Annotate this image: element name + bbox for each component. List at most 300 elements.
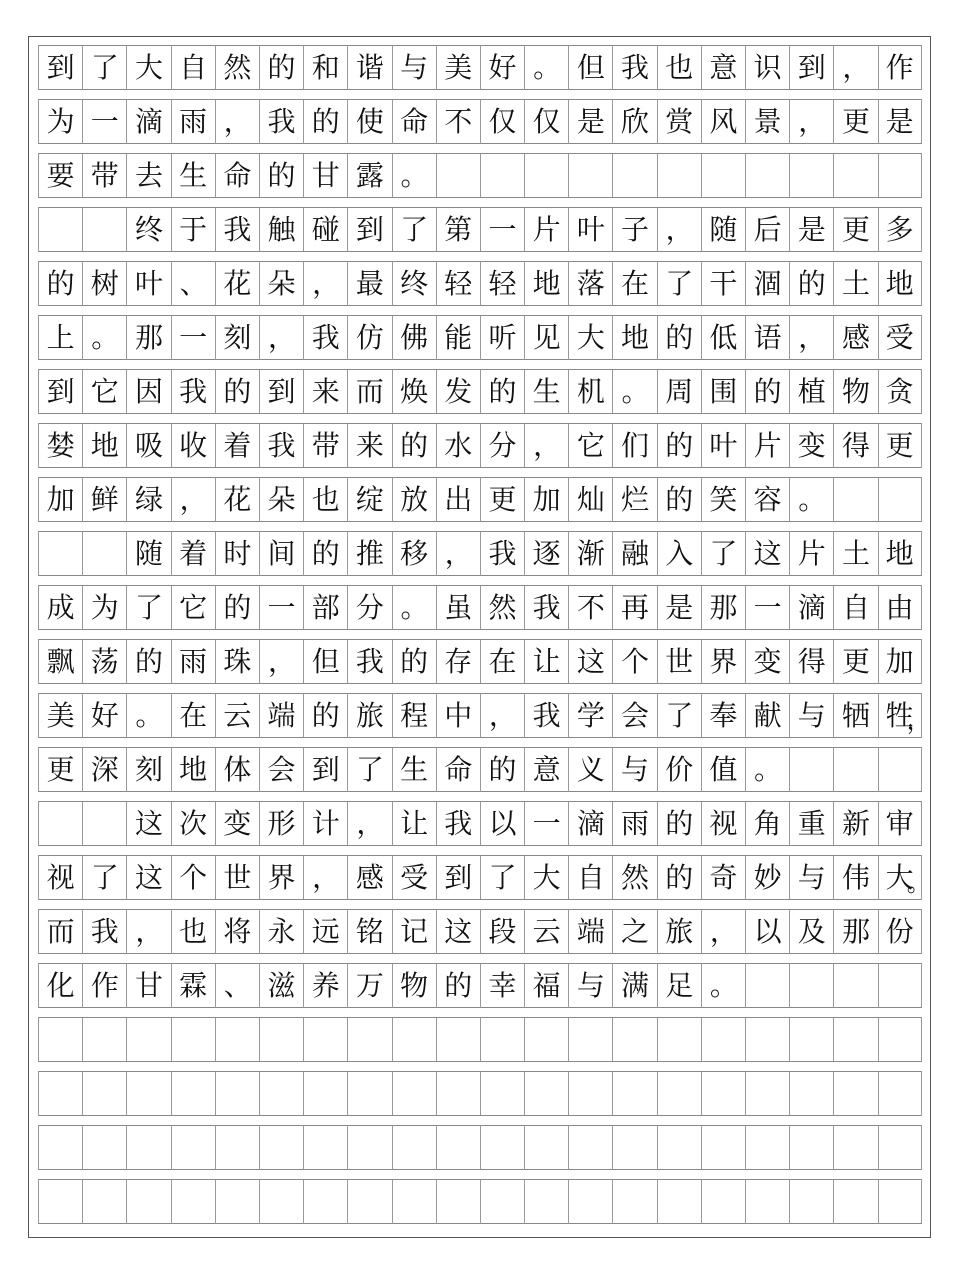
grid-cell: ， bbox=[657, 207, 701, 252]
grid-cell: 、 bbox=[215, 963, 259, 1008]
grid-cell: 视 bbox=[701, 801, 745, 846]
grid-cell bbox=[436, 1179, 480, 1224]
grid-cell bbox=[436, 153, 480, 198]
grid-cell: 加 bbox=[38, 477, 82, 522]
grid-cell: ， bbox=[303, 261, 347, 306]
grid-cell bbox=[126, 1179, 170, 1224]
grid-cell: 是 bbox=[657, 585, 701, 630]
grid-cell: 。 bbox=[524, 45, 568, 90]
grid-cell: 牲 ， bbox=[878, 693, 922, 738]
grid-cell: 轻 bbox=[436, 261, 480, 306]
grid-row bbox=[38, 1179, 922, 1224]
grid-cell: 个 bbox=[612, 639, 656, 684]
grid-cell: 一 bbox=[745, 585, 789, 630]
grid-cell bbox=[259, 1125, 303, 1170]
grid-cell bbox=[215, 1017, 259, 1062]
grid-cell: 的 bbox=[657, 423, 701, 468]
grid-cell: 再 bbox=[612, 585, 656, 630]
grid-cell bbox=[568, 1071, 612, 1116]
grid-cell: 带 bbox=[82, 153, 126, 198]
grid-cell: 干 bbox=[701, 261, 745, 306]
grid-cell bbox=[126, 1017, 170, 1062]
grid-cell: 的 bbox=[38, 261, 82, 306]
grid-cell: 。 bbox=[392, 585, 436, 630]
grid-cell bbox=[524, 1125, 568, 1170]
grid-cell bbox=[480, 1179, 524, 1224]
grid-cell: 新 bbox=[833, 801, 877, 846]
grid-cell: 会 bbox=[612, 693, 656, 738]
grid-cell bbox=[126, 1071, 170, 1116]
grid-cell: 滴 bbox=[568, 801, 612, 846]
grid-cell: 化 bbox=[38, 963, 82, 1008]
grid-row bbox=[38, 909, 922, 954]
grid-cell: 入 bbox=[657, 531, 701, 576]
grid-cell: 们 bbox=[612, 423, 656, 468]
grid-cell: 佛 bbox=[392, 315, 436, 360]
grid-cell: 及 bbox=[789, 909, 833, 954]
grid-cell: 牺 bbox=[833, 693, 877, 738]
grid-row bbox=[38, 1017, 922, 1062]
grid-cell: 变 bbox=[745, 639, 789, 684]
grid-cell: 那 bbox=[126, 315, 170, 360]
grid-cell: 次 bbox=[171, 801, 215, 846]
grid-cell: 随 bbox=[701, 207, 745, 252]
grid-cell: 旅 bbox=[657, 909, 701, 954]
grid-cell bbox=[612, 153, 656, 198]
grid-cell bbox=[568, 153, 612, 198]
grid-cell bbox=[480, 1125, 524, 1170]
grid-cell: 。 bbox=[745, 747, 789, 792]
grid-cell: 铭 bbox=[347, 909, 391, 954]
grid-cell: 触 bbox=[259, 207, 303, 252]
grid-cell: 审 bbox=[878, 801, 922, 846]
grid-row bbox=[38, 477, 922, 522]
grid-cell: 的 bbox=[259, 153, 303, 198]
grid-cell: 永 bbox=[259, 909, 303, 954]
grid-cell: 仅 bbox=[524, 99, 568, 144]
grid-row bbox=[38, 801, 922, 846]
grid-cell: 一 bbox=[524, 801, 568, 846]
grid-cell bbox=[657, 1125, 701, 1170]
grid-cell bbox=[657, 1179, 701, 1224]
grid-cell: 土 bbox=[833, 531, 877, 576]
grid-cell: 了 bbox=[657, 693, 701, 738]
grid-cell bbox=[38, 1125, 82, 1170]
grid-cell: 了 bbox=[126, 585, 170, 630]
grid-cell bbox=[171, 1179, 215, 1224]
grid-cell: 更 bbox=[833, 99, 877, 144]
grid-cell: 端 bbox=[259, 693, 303, 738]
grid-cell: 变 bbox=[215, 801, 259, 846]
grid-cell bbox=[215, 1071, 259, 1116]
grid-cell: 谐 bbox=[347, 45, 391, 90]
grid-cell bbox=[833, 963, 877, 1008]
grid-cell: 到 bbox=[347, 207, 391, 252]
grid-cell: 的 bbox=[657, 801, 701, 846]
grid-cell: 然 bbox=[612, 855, 656, 900]
grid-cell: 到 bbox=[38, 45, 82, 90]
grid-cell: 听 bbox=[480, 315, 524, 360]
grid-cell: 会 bbox=[259, 747, 303, 792]
grid-cell bbox=[347, 1179, 391, 1224]
grid-cell: 更 bbox=[833, 639, 877, 684]
grid-cell bbox=[701, 1071, 745, 1116]
grid-cell bbox=[878, 963, 922, 1008]
grid-cell: 见 bbox=[524, 315, 568, 360]
grid-cell bbox=[82, 207, 126, 252]
grid-cell: 是 bbox=[789, 207, 833, 252]
grid-cell bbox=[878, 1179, 922, 1224]
grid-cell: ， bbox=[259, 639, 303, 684]
grid-cell: 的 bbox=[789, 261, 833, 306]
grid-cell: 。 bbox=[82, 315, 126, 360]
grid-cell: 我 bbox=[347, 639, 391, 684]
grid-cell: 而 bbox=[347, 369, 391, 414]
grid-cell: 深 bbox=[82, 747, 126, 792]
grid-cell: 与 bbox=[789, 693, 833, 738]
grid-cell bbox=[878, 477, 922, 522]
grid-cell: 万 bbox=[347, 963, 391, 1008]
grid-cell: 片 bbox=[524, 207, 568, 252]
grid-cell bbox=[789, 963, 833, 1008]
grid-cell: 甘 bbox=[126, 963, 170, 1008]
grid-cell: 甘 bbox=[303, 153, 347, 198]
grid-cell: 由 bbox=[878, 585, 922, 630]
grid-cell: 风 bbox=[701, 99, 745, 144]
grid-cell: 低 bbox=[701, 315, 745, 360]
grid-cell: 不 bbox=[436, 99, 480, 144]
grid-cell: 意 bbox=[524, 747, 568, 792]
grid-cell: 一 bbox=[480, 207, 524, 252]
grid-cell: 了 bbox=[480, 855, 524, 900]
grid-cell: 值 bbox=[701, 747, 745, 792]
grid-cell: 得 bbox=[833, 423, 877, 468]
grid-cell: ， bbox=[171, 477, 215, 522]
grid-cell: 渐 bbox=[568, 531, 612, 576]
grid-cell: 端 bbox=[568, 909, 612, 954]
grid-cell bbox=[82, 1071, 126, 1116]
grid-cell: 的 bbox=[303, 693, 347, 738]
grid-cell bbox=[833, 1017, 877, 1062]
grid-cell bbox=[480, 1071, 524, 1116]
grid-cell: 伟 bbox=[833, 855, 877, 900]
grid-cell: 变 bbox=[789, 423, 833, 468]
grid-cell: 世 bbox=[657, 639, 701, 684]
grid-cell: 妙 bbox=[745, 855, 789, 900]
grid-cell: 体 bbox=[215, 747, 259, 792]
grid-cell: 。 bbox=[126, 693, 170, 738]
grid-cell: 大 。 bbox=[878, 855, 922, 900]
grid-cell: 它 bbox=[568, 423, 612, 468]
grid-cell bbox=[612, 1071, 656, 1116]
grid-cell: 地 bbox=[612, 315, 656, 360]
grid-cell bbox=[701, 1179, 745, 1224]
grid-cell bbox=[833, 1125, 877, 1170]
grid-cell: 但 bbox=[303, 639, 347, 684]
grid-cell: 自 bbox=[171, 45, 215, 90]
grid-cell: 机 bbox=[568, 369, 612, 414]
grid-cell: 奉 bbox=[701, 693, 745, 738]
grid-cell bbox=[303, 1125, 347, 1170]
grid-cell: ， bbox=[347, 801, 391, 846]
grid-cell bbox=[259, 1017, 303, 1062]
grid-cell: 到 bbox=[789, 45, 833, 90]
grid-cell bbox=[347, 1071, 391, 1116]
grid-cell bbox=[392, 1125, 436, 1170]
grid-cell: 与 bbox=[392, 45, 436, 90]
grid-cell: 地 bbox=[82, 423, 126, 468]
grid-cell bbox=[568, 1179, 612, 1224]
grid-row bbox=[38, 1125, 922, 1170]
grid-cell: 养 bbox=[303, 963, 347, 1008]
grid-cell bbox=[657, 1071, 701, 1116]
grid-cell: 、 bbox=[171, 261, 215, 306]
grid-cell bbox=[126, 1125, 170, 1170]
grid-cell bbox=[392, 1179, 436, 1224]
grid-cell: 滴 bbox=[126, 99, 170, 144]
grid-cell: 让 bbox=[392, 801, 436, 846]
grid-cell bbox=[38, 801, 82, 846]
grid-cell: 学 bbox=[568, 693, 612, 738]
grid-cell bbox=[171, 1071, 215, 1116]
grid-cell: 后 bbox=[745, 207, 789, 252]
grid-cell bbox=[82, 1017, 126, 1062]
grid-row bbox=[38, 99, 922, 144]
grid-cell bbox=[789, 153, 833, 198]
grid-cell: 婪 bbox=[38, 423, 82, 468]
grid-cell: 着 bbox=[215, 423, 259, 468]
grid-cell: 滋 bbox=[259, 963, 303, 1008]
grid-cell: 的 bbox=[215, 369, 259, 414]
grid-cell: 更 bbox=[38, 747, 82, 792]
grid-cell bbox=[524, 1017, 568, 1062]
grid-cell: 叶 bbox=[568, 207, 612, 252]
grid-cell bbox=[612, 1179, 656, 1224]
grid-cell: 到 bbox=[38, 369, 82, 414]
grid-cell: 的 bbox=[480, 747, 524, 792]
grid-cell bbox=[833, 1071, 877, 1116]
grid-cell: 这 bbox=[126, 801, 170, 846]
grid-cell: 但 bbox=[568, 45, 612, 90]
grid-cell bbox=[745, 1125, 789, 1170]
grid-row bbox=[38, 423, 922, 468]
grid-cell: 受 bbox=[392, 855, 436, 900]
grid-cell: 的 bbox=[657, 477, 701, 522]
grid-cell: 一 bbox=[171, 315, 215, 360]
grid-cell: 围 bbox=[701, 369, 745, 414]
grid-cell: 个 bbox=[171, 855, 215, 900]
grid-cell: 终 bbox=[392, 261, 436, 306]
grid-cell: 水 bbox=[436, 423, 480, 468]
grid-row bbox=[38, 153, 922, 198]
grid-cell: 飘 bbox=[38, 639, 82, 684]
grid-cell: 容 bbox=[745, 477, 789, 522]
grid-cell: 与 bbox=[612, 747, 656, 792]
grid-cell: 然 bbox=[215, 45, 259, 90]
grid-cell: 美 bbox=[436, 45, 480, 90]
grid-cell: 这 bbox=[436, 909, 480, 954]
grid-cell: 的 bbox=[392, 423, 436, 468]
grid-cell: 刻 bbox=[126, 747, 170, 792]
grid-cell bbox=[524, 153, 568, 198]
grid-cell: 界 bbox=[259, 855, 303, 900]
grid-cell: 云 bbox=[215, 693, 259, 738]
grid-cell bbox=[392, 1071, 436, 1116]
grid-cell: 重 bbox=[789, 801, 833, 846]
grid-cell: 灿 bbox=[568, 477, 612, 522]
grid-cell bbox=[82, 1125, 126, 1170]
grid-cell bbox=[878, 1125, 922, 1170]
grid-cell: 了 bbox=[82, 855, 126, 900]
grid-cell: ， bbox=[126, 909, 170, 954]
grid-cell: 花 bbox=[215, 261, 259, 306]
grid-cell: ， bbox=[303, 855, 347, 900]
grid-cell: 语 bbox=[745, 315, 789, 360]
grid-cell bbox=[38, 1179, 82, 1224]
grid-cell: ， bbox=[259, 315, 303, 360]
grid-cell: 我 bbox=[259, 423, 303, 468]
grid-cell: 满 bbox=[612, 963, 656, 1008]
grid-cell: 叶 bbox=[126, 261, 170, 306]
grid-cell bbox=[789, 1125, 833, 1170]
grid-cell: 献 bbox=[745, 693, 789, 738]
grid-cell bbox=[215, 1179, 259, 1224]
grid-cell: 加 bbox=[524, 477, 568, 522]
grid-cell: 收 bbox=[171, 423, 215, 468]
grid-cell: 朵 bbox=[259, 261, 303, 306]
grid-cell: 好 bbox=[480, 45, 524, 90]
grid-cell bbox=[833, 747, 877, 792]
grid-cell: 不 bbox=[568, 585, 612, 630]
grid-cell: 美 bbox=[38, 693, 82, 738]
grid-cell: 在 bbox=[612, 261, 656, 306]
grid-cell bbox=[701, 153, 745, 198]
grid-cell: ， bbox=[436, 531, 480, 576]
grid-cell: 地 bbox=[878, 261, 922, 306]
grid-cell: 雨 bbox=[171, 99, 215, 144]
grid-cell bbox=[745, 963, 789, 1008]
grid-cell: 轻 bbox=[480, 261, 524, 306]
grid-cell bbox=[833, 477, 877, 522]
grid-cell: 我 bbox=[524, 693, 568, 738]
grid-cell: 命 bbox=[436, 747, 480, 792]
grid-cell bbox=[789, 747, 833, 792]
margin-overflow-char: 。 bbox=[906, 869, 931, 897]
grid-cell: 之 bbox=[612, 909, 656, 954]
grid-cell: 要 bbox=[38, 153, 82, 198]
grid-cell: 大 bbox=[524, 855, 568, 900]
grid-cell: 片 bbox=[745, 423, 789, 468]
grid-cell: 远 bbox=[303, 909, 347, 954]
grid-row bbox=[38, 45, 922, 90]
grid-cell: 着 bbox=[171, 531, 215, 576]
grid-cell: 让 bbox=[524, 639, 568, 684]
grid-cell: 花 bbox=[215, 477, 259, 522]
grid-cell: 视 bbox=[38, 855, 82, 900]
grid-cell: 自 bbox=[568, 855, 612, 900]
grid-cell: 物 bbox=[833, 369, 877, 414]
grid-cell: 我 bbox=[171, 369, 215, 414]
grid-row bbox=[38, 585, 922, 630]
grid-cell: 部 bbox=[303, 585, 347, 630]
grid-row bbox=[38, 639, 922, 684]
grid-cell: 绿 bbox=[126, 477, 170, 522]
grid-cell: 荡 bbox=[82, 639, 126, 684]
grid-row bbox=[38, 963, 922, 1008]
grid-cell: 焕 bbox=[392, 369, 436, 414]
grid-row bbox=[38, 369, 922, 414]
grid-cell: 。 bbox=[789, 477, 833, 522]
grid-cell: 上 bbox=[38, 315, 82, 360]
grid-cell: 植 bbox=[789, 369, 833, 414]
grid-cell bbox=[436, 1071, 480, 1116]
grid-cell: 一 bbox=[259, 585, 303, 630]
grid-cell: 我 bbox=[436, 801, 480, 846]
grid-cell: 程 bbox=[392, 693, 436, 738]
grid-cell: 我 bbox=[303, 315, 347, 360]
grid-cell bbox=[612, 1017, 656, 1062]
grid-cell: 这 bbox=[126, 855, 170, 900]
grid-cell: 存 bbox=[436, 639, 480, 684]
grid-cell: 的 bbox=[303, 99, 347, 144]
grid-cell: 刻 bbox=[215, 315, 259, 360]
grid-cell: 滴 bbox=[789, 585, 833, 630]
grid-cell bbox=[878, 1017, 922, 1062]
grid-cell: 在 bbox=[171, 693, 215, 738]
grid-cell: 到 bbox=[259, 369, 303, 414]
grid-cell: 和 bbox=[303, 45, 347, 90]
grid-cell: 得 bbox=[789, 639, 833, 684]
grid-cell: 加 bbox=[878, 639, 922, 684]
grid-cell: 落 bbox=[568, 261, 612, 306]
grid-cell: 段 bbox=[480, 909, 524, 954]
grid-cell: 涸 bbox=[745, 261, 789, 306]
grid-cell bbox=[82, 531, 126, 576]
grid-cell: 为 bbox=[82, 585, 126, 630]
grid-cell: 了 bbox=[347, 747, 391, 792]
grid-cell: 了 bbox=[82, 45, 126, 90]
grid-cell: 份 bbox=[878, 909, 922, 954]
grid-cell bbox=[657, 1017, 701, 1062]
grid-cell: 到 bbox=[436, 855, 480, 900]
grid-cell: 与 bbox=[789, 855, 833, 900]
grid-row bbox=[38, 207, 922, 252]
grid-cell: 那 bbox=[701, 585, 745, 630]
grid-cell: 地 bbox=[524, 261, 568, 306]
grid-cell: 的 bbox=[303, 531, 347, 576]
grid-cell: 义 bbox=[568, 747, 612, 792]
grid-cell bbox=[657, 153, 701, 198]
grid-cell bbox=[833, 1179, 877, 1224]
grid-cell: 笑 bbox=[701, 477, 745, 522]
grid-cell bbox=[789, 1179, 833, 1224]
grid-cell: 角 bbox=[745, 801, 789, 846]
grid-cell: 我 bbox=[480, 531, 524, 576]
grid-cell: 雨 bbox=[612, 801, 656, 846]
grid-cell: 我 bbox=[259, 99, 303, 144]
grid-cell bbox=[524, 1071, 568, 1116]
grid-cell: 终 bbox=[126, 207, 170, 252]
grid-cell: 贪 bbox=[878, 369, 922, 414]
grid-cell: 幸 bbox=[480, 963, 524, 1008]
grid-cell: ， bbox=[524, 423, 568, 468]
grid-cell: 福 bbox=[524, 963, 568, 1008]
grid-cell: 能 bbox=[436, 315, 480, 360]
grid-row bbox=[38, 261, 922, 306]
grid-cell: 放 bbox=[392, 477, 436, 522]
grid-cell bbox=[789, 1017, 833, 1062]
grid-cell: 分 bbox=[347, 585, 391, 630]
